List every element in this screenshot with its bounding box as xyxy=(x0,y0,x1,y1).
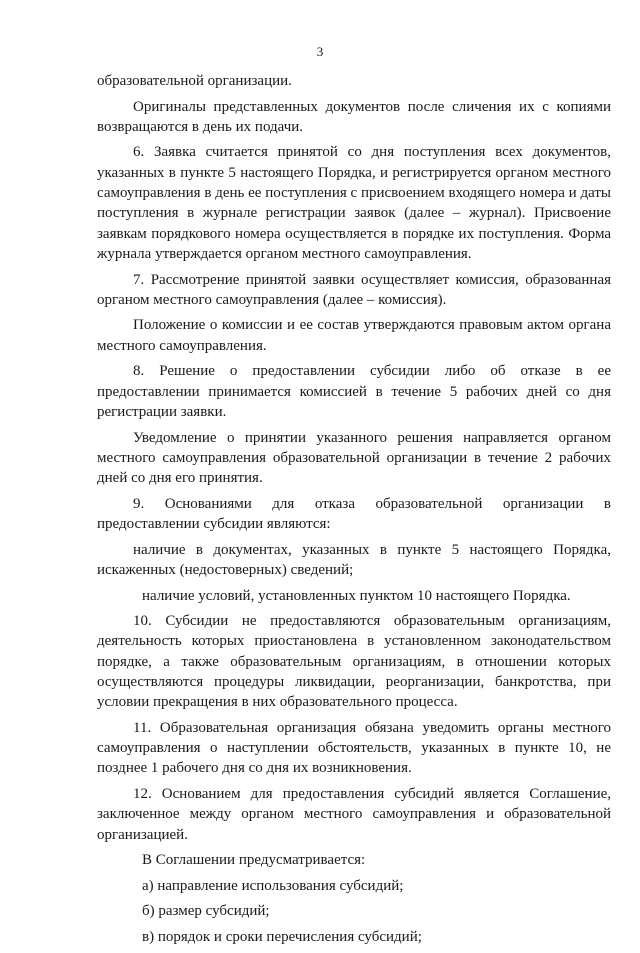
paragraph: 11. Образовательная организация обязана уведомить органы местного самоуправления о наступлении обстоятельств, указанных в пункте 10, не позднее 1 рабочего дня со дня их возникновения. xyxy=(97,719,611,777)
paragraph: Уведомление о принятии указанного решения направляется органом местного самоуправления образовательной организации в течение 2 рабочих дней со дня его принятия. xyxy=(97,429,611,487)
paragraph: 12. Основанием для предоставления субсидий является Соглашение, заключенное между органом местного самоуправления и образовательной организацией. xyxy=(97,786,611,843)
page-number: 3 xyxy=(316,44,324,59)
paragraph: 10. Субсидии не предоставляются образовательным организациям, деятельность которых приостановлена в установленном законодательством порядке, а также образовательным организациям, в отношении которых осуществляются процедуры ликвидации, реорганизации, банкротства, при условии прекращения в них образовательного процесса. xyxy=(97,613,611,711)
paragraph: 9. Основаниями для отказа образовательной организации в предоставлении субсидии являются: xyxy=(97,495,611,533)
paragraph: 7. Рассмотрение принятой заявки осуществляет комиссия, образованная органом местного самоуправления (далее – комиссия). xyxy=(97,271,611,308)
document-body xyxy=(97,71,611,953)
paragraph: наличие в документах, указанных в пункте 5 настоящего Порядка, искаженных (недостоверных) сведений; xyxy=(97,541,611,578)
paragraph: 8. Решение о предоставлении субсидии либо об отказе в ее предоставлении принимается комиссией в течение 5 рабочих дней со дня регистрации заявки. xyxy=(97,363,611,420)
paragraph: 6. Заявка считается принятой со дня поступления всех документов, указанных в пункте 5 настоящего Порядка, и регистрируется органом местного самоуправления в день ее поступления с присвоением входящего номера и даты поступления в журнале регистрации заявок (далее – журнал). Присвоение заявкам порядкового номера осуществляется в порядке их поступления. Форма журнала утверждается органом местного самоуправления. xyxy=(97,144,611,262)
paragraph: а) направление использования субсидий; xyxy=(142,877,404,894)
paragraph: наличие условий, установленных пунктом 10 настоящего Порядка. xyxy=(142,587,571,604)
paragraph: образовательной организации. xyxy=(97,73,292,89)
paragraph: Положение о комиссии и ее состав утверждаются правовым актом органа местного самоуправления. xyxy=(97,317,611,354)
paragraph: б) размер субсидий; xyxy=(142,903,270,920)
paragraph: в) порядок и сроки перечисления субсидий; xyxy=(142,929,422,946)
paragraph: В Соглашении предусматривается: xyxy=(142,852,366,869)
paragraph: Оригиналы представленных документов после сличения их с копиями возвращаются в день их подачи. xyxy=(97,98,611,135)
